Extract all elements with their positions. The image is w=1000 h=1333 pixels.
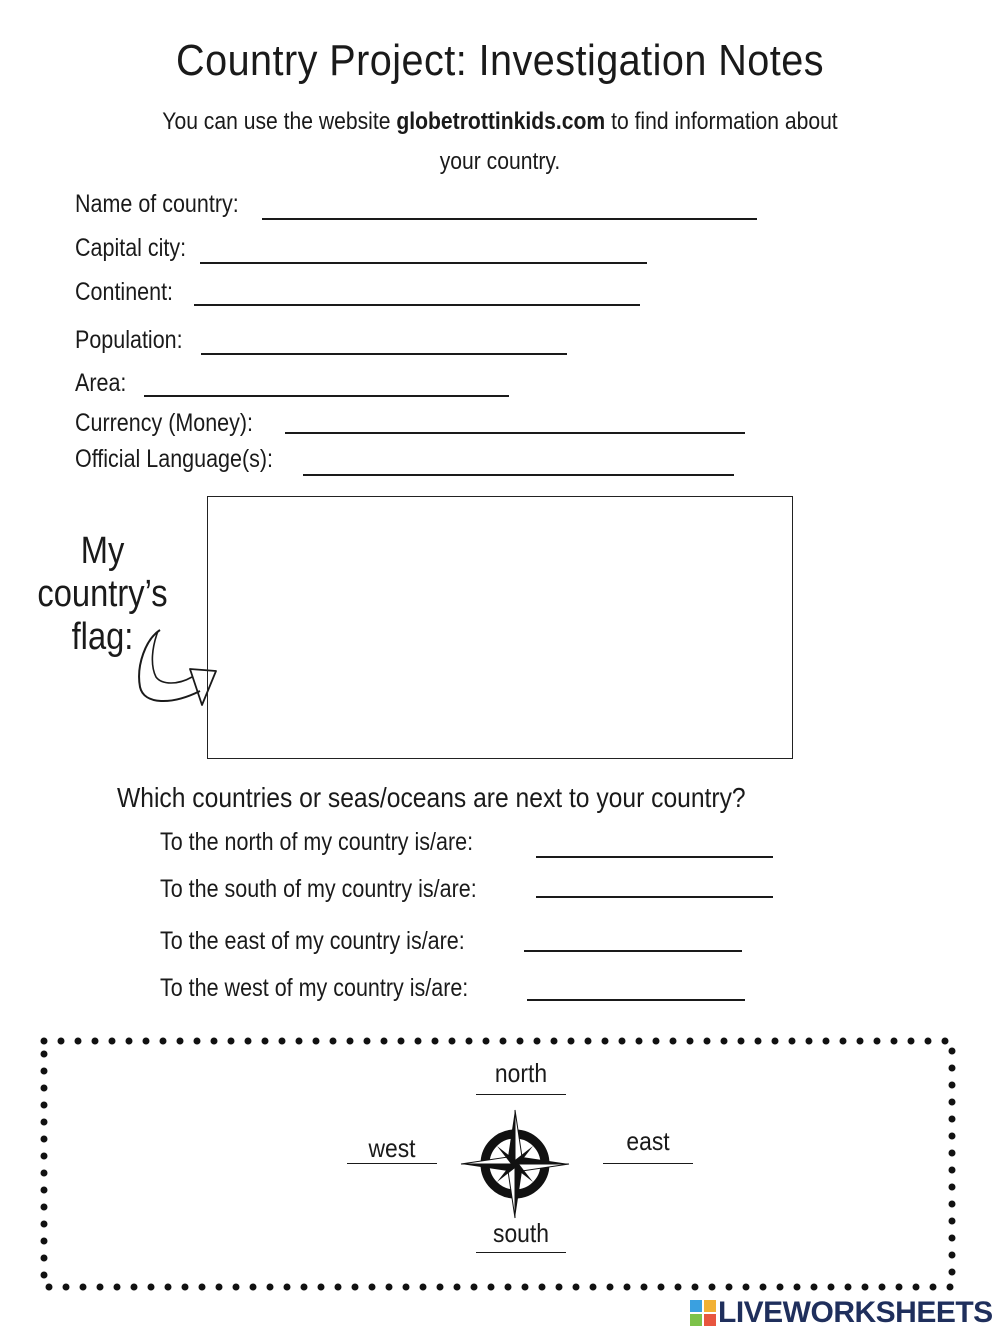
field-label-continent: Continent: (75, 278, 174, 306)
compass-line-north[interactable] (476, 1094, 566, 1095)
field-line-country-name[interactable] (262, 218, 757, 220)
field-label-population: Population: (75, 326, 183, 354)
compass-label-east: east (626, 1126, 670, 1156)
intro-text-end: to find information about your country. (439, 108, 838, 175)
liveworksheets-logo (690, 1296, 993, 1329)
field-line-currency[interactable] (285, 432, 745, 434)
flag-drawing-box[interactable] (207, 496, 793, 759)
neighbor-label-south: To the south of my country is/are: (160, 875, 477, 903)
field-label-area: Area: (75, 369, 127, 397)
field-label-language: Official Language(s): (75, 445, 274, 473)
field-line-continent[interactable] (194, 304, 640, 306)
field-label-country-name: Name of country: (75, 190, 239, 218)
neighbor-label-north: To the north of my country is/are: (160, 828, 474, 856)
compass-label-north: north (494, 1058, 548, 1088)
page-title: Country Project: Investigation Notes (176, 36, 824, 85)
compass-line-west[interactable] (347, 1163, 437, 1164)
compass-rose-icon (459, 1108, 571, 1220)
field-line-area[interactable] (144, 395, 509, 397)
intro-text-start: You can use the website (162, 108, 397, 135)
liveworksheets-logo-icon (690, 1300, 716, 1326)
neighbor-line-north[interactable] (536, 856, 773, 858)
neighbor-label-west: To the west of my country is/are: (160, 974, 469, 1002)
flag-label-line: country’s (37, 573, 168, 615)
compass-line-south[interactable] (476, 1252, 566, 1253)
flag-label-line: flag: (71, 616, 134, 658)
field-line-capital[interactable] (200, 262, 647, 264)
field-label-currency: Currency (Money): (75, 409, 254, 437)
field-line-population[interactable] (201, 353, 567, 355)
compass-label-west: west (368, 1133, 416, 1163)
compass-label-south: south (493, 1218, 549, 1248)
intro-text (148, 102, 852, 182)
neighbor-label-east: To the east of my country is/are: (160, 927, 465, 955)
neighbor-line-west[interactable] (527, 999, 745, 1001)
neighbors-question: Which countries or seas/oceans are next to your country? (117, 782, 746, 813)
compass-line-east[interactable] (603, 1163, 693, 1164)
website-link[interactable]: globetrottinkids.com (396, 108, 606, 135)
field-label-capital: Capital city: (75, 234, 187, 262)
field-line-language[interactable] (303, 474, 734, 476)
liveworksheets-logo-text: LIVEWORKSHEETS (718, 1296, 993, 1329)
neighbor-line-east[interactable] (524, 950, 742, 952)
neighbor-line-south[interactable] (536, 896, 773, 898)
flag-label-line: My (80, 530, 125, 572)
